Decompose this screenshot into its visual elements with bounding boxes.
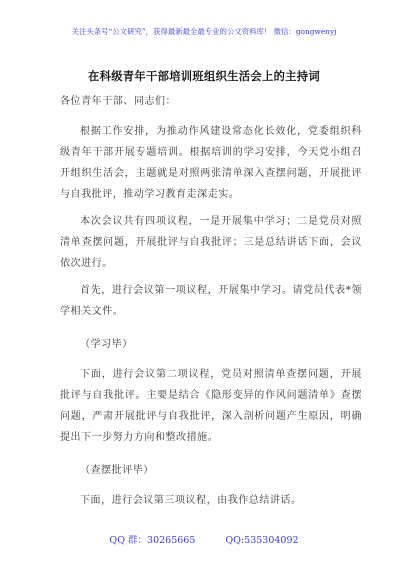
note-review-done: （查摆批评毕） xyxy=(80,465,154,476)
footer-contact xyxy=(0,532,408,546)
paragraph-item-three: 下面，进行会议第三项议程，由我作总结讲话。 xyxy=(80,495,302,506)
document-title: 在科级青年干部培训班组织生活会上的主持词 xyxy=(88,69,320,83)
paragraph-intro: 根据工作安排，为推动作风建设常态化长效化，党委组织科级青年干部开展专题培训。根据培训的学习安排，今天党小组召开组织生活会，主题就是对照两张清单深入查摆问题，开展批评与自我批评，推动学习教育走深走实。 xyxy=(60,126,362,200)
note-study-done: （学习毕） xyxy=(80,339,133,350)
footer-qq-group: QQ 群：30265665 xyxy=(109,535,196,546)
document-body xyxy=(60,88,362,511)
paragraph-agenda: 本次会议共有四项议程，一是开展集中学习；二是党员对照清单查摆问题，开展批评与自我批评；三是总结讲话下面，会议依次进行。 xyxy=(60,216,362,269)
top-banner: 关注头条号“公文研究”，获得最新最全最专业的公文资料库！ 微信：gongwenyj xyxy=(71,27,337,36)
salutation: 各位青年干部、同志们： xyxy=(60,96,177,107)
paragraph-item-two: 下面，进行会议第二项议程，党员对照清单查摆问题，开展批评与自我批评。主要是结合《隐形变异的作风问题清单》查摆问题，严肃开展批评与自我批评，深入剖析问题产生原因，明确提出下一步努力方向和整改措施。 xyxy=(60,369,362,443)
paragraph-item-one: 首先，进行会议第一项议程，开展集中学习。请党员代表*领学相关文件。 xyxy=(60,285,362,317)
footer-qq: QQ:535304092 xyxy=(225,535,299,546)
